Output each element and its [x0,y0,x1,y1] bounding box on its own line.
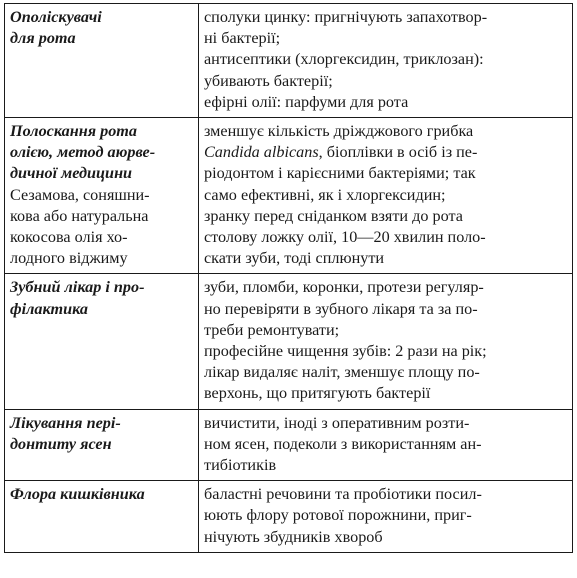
desc-fragment: , біоплівки в осіб із пе- [318,143,478,162]
table-row [5,409,573,481]
term-line: філактика [10,299,88,318]
term-cell [5,4,199,118]
description-cell [199,409,573,481]
note-line: кокосова олія хо- [10,228,128,247]
term-line: олією, метод аюрве- [10,143,156,162]
description-cell [199,274,573,409]
oral-care-table [4,3,573,553]
desc-line: сполуки цинку: пригнічують запахотвор- [204,8,488,26]
desc-line: скати зуби, тоді сплюнути [204,249,385,268]
desc-line: зуби, пломби, коронки, протези регуляр- [204,278,484,297]
term-title [10,121,193,185]
desc-line: убивають бактерії; [204,71,333,90]
term-line: Лікування пері- [10,413,121,432]
table-row [5,4,573,118]
description-cell [199,118,573,274]
term-line: для рота [10,29,76,48]
desc-line: но перевіряти в зубного лікаря та за по- [204,299,478,318]
desc-line: нічують збудників хвороб [204,527,383,546]
desc-line [204,142,567,163]
description-cell [199,4,573,118]
desc-line: професійне чищення зубів: 2 рази на рік; [204,342,487,361]
desc-line: ефірні олії: парфуми для рота [204,92,409,111]
desc-line: само ефективні, як і хлоргексидин; [204,185,446,204]
desc-line: ріодонтом і карієсними бактеріями; так [204,164,476,183]
desc-line: антисептики (хлоргексидин, триклозан): [204,50,484,69]
term-line: Полоскання рота [10,122,137,141]
note-line: Сезамова, соняшни- [10,185,150,204]
term-line: Флора кишківника [10,485,145,504]
term-cell [5,274,199,409]
desc-line: ном ясен, подеколи з використанням ан- [204,434,482,453]
desc-line: зранку перед сніданком взяти до рота [204,206,463,225]
term-note [10,185,193,270]
table-row [5,481,573,553]
desc-line: тибіотиків [204,456,277,475]
desc-line: баластні речовини та пробіотики посил- [204,485,482,504]
desc-line: вичистити, іноді з оперативним розти- [204,413,470,432]
term-cell [5,409,199,481]
term-line: Ополіскувачі [10,8,102,26]
term-cell [5,481,199,553]
desc-line: лікар видаляє наліт, зменшує площу по- [204,363,480,382]
term-line: донтиту ясен [10,434,112,453]
note-line: лодного віджиму [10,249,128,268]
table-row [5,118,573,274]
species-name: Candida albicans [204,143,319,162]
term-title [10,413,193,455]
desc-line: ні бактерії; [204,29,281,48]
desc-line: верхонь, що притягують бактерії [204,384,431,403]
term-line: дичної медицини [10,164,133,183]
term-title [10,277,193,319]
desc-line: столову ложку олії, 10—20 хвилин поло- [204,228,486,247]
term-title [10,484,193,505]
table-row [5,274,573,409]
term-line: Зубний лікар і про- [10,278,145,297]
desc-line: треби ремонтувати; [204,320,340,339]
desc-line: юють флору ротової порожнини, приг- [204,506,472,525]
description-cell [199,481,573,553]
note-line: кова або натуральна [10,206,149,225]
term-title [10,7,193,49]
term-cell [5,118,199,274]
desc-line: зменшує кількість дріжджового грибка [204,122,474,141]
